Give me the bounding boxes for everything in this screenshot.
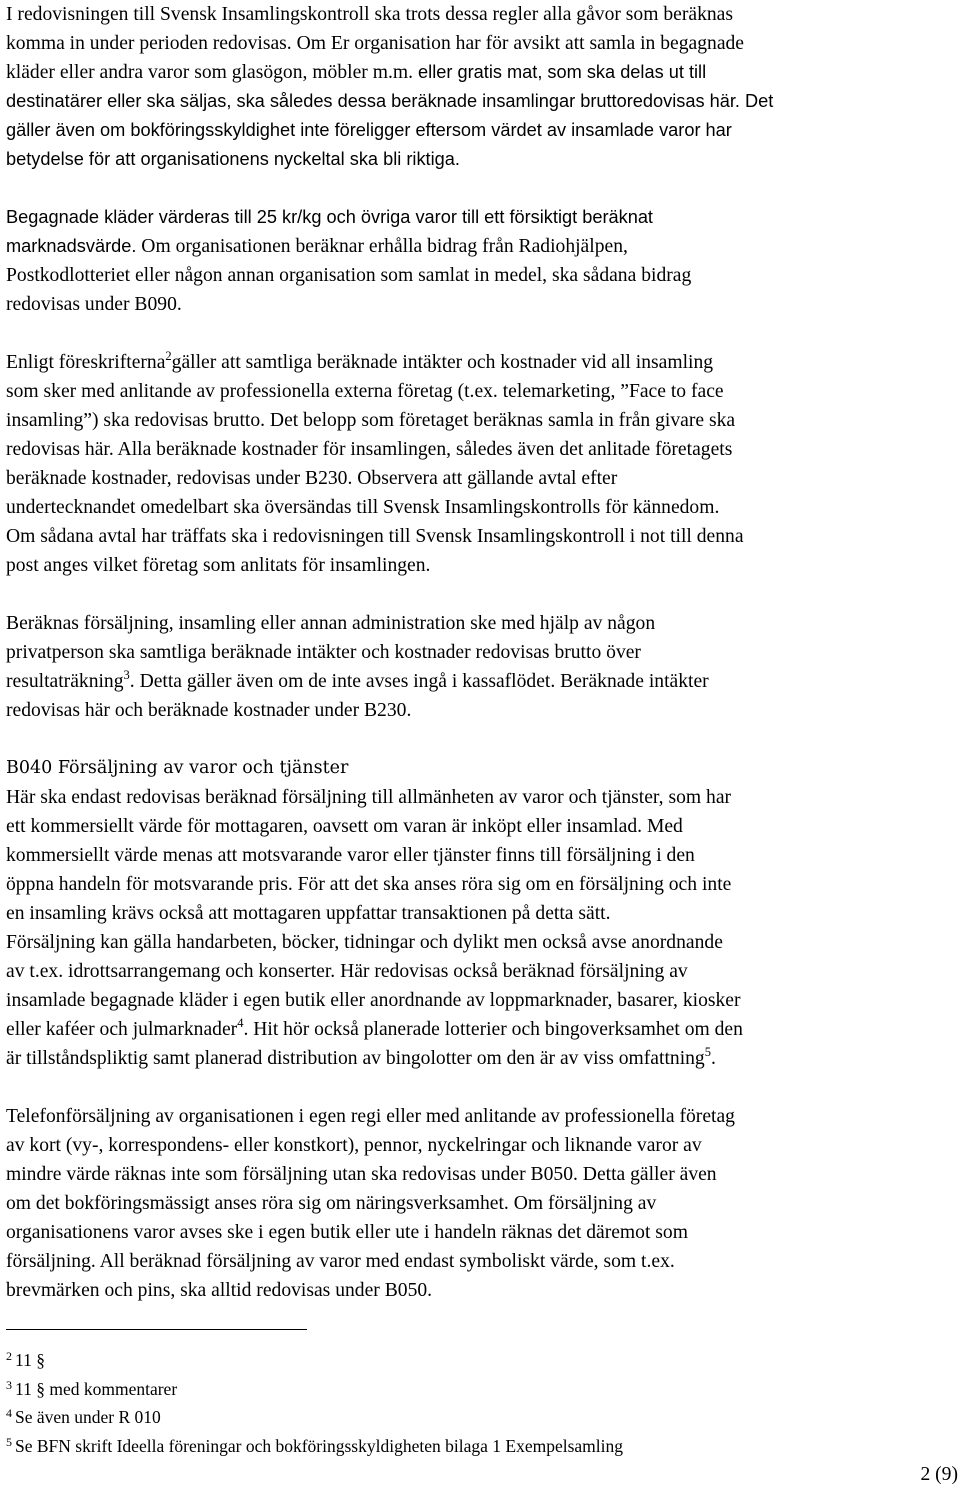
footnote-number: 4: [6, 1406, 12, 1420]
p6-line-7: brevmärken och pins, ska alltid redovisas under B050.: [6, 1280, 433, 1301]
footnote-text: 11 §: [15, 1350, 45, 1370]
p3-line-3: insamling”) ska redovisas brutto. Det belopp som företaget beräknas samla in från givare ska: [6, 410, 736, 431]
p5-line-6: Försäljning kan gälla handarbeten, böcker, tidningar och dylikt men också avse anordnande: [6, 932, 723, 953]
document-body: [6, 0, 954, 1305]
p6-line-6: försäljning. All beräknad försäljning av varor med endast symboliskt värde, som t.ex.: [6, 1251, 675, 1272]
p6-line-3: mindre värde räknas inte som försäljning utan ska redovisas under B050. Detta gäller även: [6, 1164, 717, 1185]
p6-line-4: om det bokföringsmässigt anses röra sig om näringsverksamhet. Om försäljning av: [6, 1193, 657, 1214]
p5-line-1: Här ska endast redovisas beräknad försäljning till allmänheten av varor och tjänster, som har: [6, 787, 732, 808]
p3-line-1a: Enligt föreskrifterna: [6, 352, 166, 373]
p6-line-5: organisationens varor avses ske i egen butik eller ute i handeln räknas det däremot som: [6, 1222, 688, 1243]
paragraph-6: [6, 1102, 954, 1305]
footnote-number: 2: [6, 1349, 12, 1363]
p5-line-8: insamlade begagnade kläder i egen butik eller anordnande av loppmarknader, basarer, kiosker: [6, 990, 741, 1011]
p5-line-3: kommersiellt värde menas att motsvarande varor eller tjänster finns till försäljning i den: [6, 845, 695, 866]
footnote-text: Se även under R 010: [15, 1407, 161, 1427]
p4-line-3b: . Detta gäller även om de inte avses ingå i kassaflödet. Beräknade intäkter: [129, 671, 709, 692]
p4-line-1: Beräknas försäljning, insamling eller annan administration ske med hjälp av någon: [6, 613, 656, 634]
p1-line-3-serif: kläder eller andra varor som glasögon, möbler m.m.: [6, 62, 413, 83]
footnote-number: 3: [6, 1377, 12, 1392]
p3-line-5: beräknade kostnader, redovisas under B230. Observera att gällande avtal efter: [6, 468, 618, 489]
p4-line-3: [6, 667, 954, 696]
p1-line-4-tail: Det: [739, 91, 774, 111]
p1-line-4: [6, 87, 954, 116]
p5-line-10a: är tillståndspliktig samt planerad distribution av bingolotter om den är av viss omfattning: [6, 1048, 705, 1069]
p6-line-2: av kort (vy-, korrespondens- eller konstkort), pennor, nyckelringar och liknande varor av: [6, 1135, 702, 1156]
p6-line-1: Telefonförsäljning av organisationen i egen regi eller med anlitande av professionella företag: [6, 1106, 735, 1127]
p5-line-7: av t.ex. idrottsarrangemang och konserter. Här redovisas också beräknad försäljning av: [6, 961, 688, 982]
paragraph-4: [6, 609, 954, 725]
p4-line-4: redovisas här och beräknade kostnader under B230.: [6, 700, 412, 721]
footnote: [6, 1373, 946, 1402]
p3-line-1: [6, 348, 954, 377]
p5-line-5: en insamling krävs också att mottagaren uppfattar transaktionen på detta sätt.: [6, 903, 611, 924]
section-b040: [6, 754, 954, 1073]
p1-line-3-sans: eller gratis mat, som ska delas ut till: [413, 62, 707, 82]
p3-line-6: undertecknandet omedelbart ska översändas till Svensk Insamlingskontrolls för kännedom.: [6, 497, 720, 518]
footnotes: [6, 1344, 946, 1458]
p1-line-4-sans: destinatärer eller ska säljas, ska således dessa beräknade insamlingar bruttoredovisas här.: [6, 91, 740, 111]
paragraph-3: [6, 348, 954, 580]
p2-line-4: redovisas under B090.: [6, 294, 182, 315]
footnote: [6, 1401, 946, 1430]
footnote: [6, 1430, 946, 1459]
section-heading-b040: B040 Försäljning av varor och tjänster: [6, 758, 349, 778]
p1-line-6: betydelse för att organisationens nyckeltal ska bli riktiga.: [6, 149, 460, 169]
p2-line-2-serif: Om organisationen beräknar erhålla bidrag från Radiohjälpen,: [136, 236, 628, 257]
p2-line-3: Postkodlotteriet eller någon annan organisation som samlat in medel, ska sådana bidrag: [6, 265, 692, 286]
paragraph-1: [6, 0, 954, 174]
p5-line-9a: eller kaféer och julmarknader: [6, 1019, 238, 1040]
p5-line-9b: . Hit hör också planerade lotterier och bingoverksamhet om den: [243, 1019, 743, 1040]
p3-line-7: Om sådana avtal har träffats ska i redovisningen till Svensk Insamlingskontroll i not till denna: [6, 526, 744, 547]
p5-line-10b: .: [710, 1048, 716, 1069]
footnote-text: 11 § med kommentarer: [15, 1378, 178, 1399]
p1-line-2: komma in under perioden redovisas. Om Er organisation har för avsikt att samla in begagnade: [6, 33, 745, 54]
p3-line-4: redovisas här. Alla beräknade kostnader för insamlingen, således även det anlitade företagets: [6, 439, 733, 460]
p5-line-4: öppna handeln för motsvarande pris. För att det ska anses röra sig om en försäljning och inte: [6, 874, 732, 895]
p3-line-1b: gäller att samtliga beräknade intäkter och kostnader vid all insamling: [171, 352, 714, 373]
p2-line-2-sans: marknadsvärde.: [6, 236, 137, 256]
footnote-ref-5: 5: [704, 1045, 711, 1059]
p1-line-1: I redovisningen till Svensk Insamlingskontroll ska trots dessa regler alla gåvor som beräknas: [6, 4, 733, 25]
p1-line-3: [6, 58, 954, 87]
footnote: [6, 1344, 946, 1373]
p5-line-2: ett kommersiellt värde för mottagaren, oavsett om varan är inköpt eller insamlad. Med: [6, 816, 683, 837]
p4-line-2: privatperson ska samtliga beräknade intäkter och kostnader redovisas brutto över: [6, 642, 641, 663]
p2-line-1: Begagnade kläder värderas till 25 kr/kg och övriga varor till ett försiktigt beräknat: [6, 207, 653, 227]
p3-line-2: som sker med anlitande av professionella externa företag (t.ex. telemarketing, ”Face to face: [6, 381, 724, 402]
footnote-ref-3: 3: [123, 668, 130, 682]
footnote-ref-2: 2: [165, 349, 172, 363]
footnote-ref-4: 4: [237, 1016, 244, 1030]
footnote-text: Se BFN skrift Ideella föreningar och bokföringsskyldigheten bilaga 1 Exempelsamling: [15, 1435, 623, 1456]
page-number: 2 (9): [920, 1464, 958, 1485]
footnote-number: 5: [6, 1434, 12, 1449]
p3-line-8: post anges vilket företag som anlitats för insamlingen.: [6, 555, 431, 576]
footnote-separator: [6, 1329, 307, 1330]
p5-line-9: [6, 1015, 954, 1044]
p1-line-5: gäller även om bokföringsskyldighet inte föreligger eftersom värdet av insamlade varor har: [6, 120, 732, 140]
p2-line-2: [6, 232, 954, 261]
p5-line-10: [6, 1044, 954, 1073]
p4-line-3a: resultaträkning: [6, 671, 124, 692]
paragraph-2: [6, 203, 954, 319]
